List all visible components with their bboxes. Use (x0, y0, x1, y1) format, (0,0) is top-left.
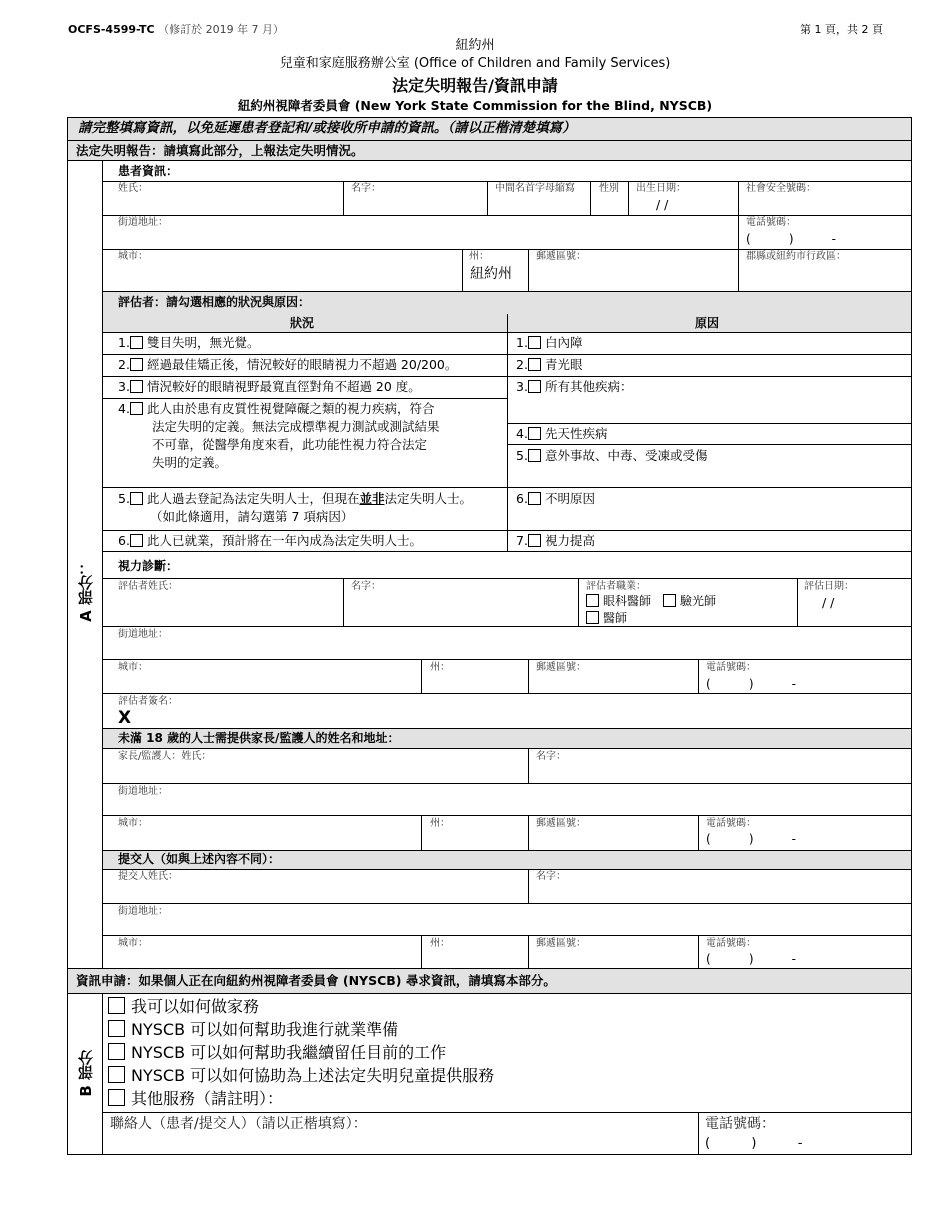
fill-notice: 請完整填寫資訊，以免延遲患者登記和/或接收所申請的資訊。（請以正楷清楚填寫） (78, 120, 576, 136)
section-b-header: 資訊申請：如果個人正在向紐約州視障者委員會 (NYSCB) 尋求資訊，請填寫本部分。 (76, 973, 556, 988)
cause-2[interactable]: 2. 青光眼 (516, 357, 583, 372)
ophthalmologist-checkbox[interactable] (586, 594, 599, 607)
cause-6-checkbox[interactable] (528, 492, 541, 505)
patient-first-name-label: 名字： (351, 183, 381, 194)
condition-5[interactable]: 5. 此人過去登記為法定失明人士，但現在並非法定失明人士。 (118, 491, 472, 506)
patient-sex-label: 性別 (599, 183, 619, 194)
guardian-state-label: 州： (430, 818, 450, 829)
submitter-zip-label: 郵遞區號： (536, 938, 586, 949)
condition-3-checkbox[interactable] (130, 380, 143, 393)
contact-phone-label: 電話號碼： (705, 1116, 775, 1132)
evaluator-heading: 評估者：請勾選相應的狀況與原因： (118, 295, 311, 309)
agency-name: 兒童和家庭服務辦公室 (Office of Children and Family Services) (279, 56, 671, 71)
cause-1[interactable]: 1. 白內障 (516, 335, 583, 350)
condition-2[interactable]: 2. 經過最佳矯正後，情況較好的眼睛視力不超過 20/200。 (118, 357, 458, 372)
diagnosis-heading: 視力診斷： (118, 559, 179, 573)
occupation-physician[interactable]: 醫師 (586, 611, 627, 626)
submitter-heading: 提交人（如與上述內容不同）： (118, 852, 281, 866)
submitter-first-name-label: 名字： (536, 871, 566, 882)
cause-3-checkbox[interactable] (528, 380, 541, 393)
condition-5-line2: （如此條適用，請勾選第 7 項病因） (150, 509, 354, 524)
condition-1[interactable]: 1. 雙目失明，無光覺。 (118, 335, 260, 350)
occupation-ophthalmologist[interactable]: 眼科醫師 (586, 594, 651, 609)
option-housework[interactable]: 我可以如何做家務 (108, 997, 259, 1017)
cause-6[interactable]: 6. 不明原因 (516, 491, 595, 506)
evaluator-occupation-label: 評估者職業： (586, 581, 646, 592)
evaluator-last-name-label: 評估者姓氏： (118, 581, 178, 592)
option-employment-prep-checkbox[interactable] (108, 1020, 125, 1037)
condition-5-checkbox[interactable] (130, 492, 143, 505)
submitter-last-name-label: 提交人姓氏： (118, 871, 178, 882)
form-id: OCFS-4599-TC （修訂於 2019 年 7 月） (68, 23, 285, 36)
contact-label: 聯絡人（患者/提交人）（請以正楷填寫）： (110, 1116, 367, 1132)
patient-phone-label: 電話號碼： (746, 217, 796, 228)
patient-zip-label: 郵遞區號： (536, 251, 586, 262)
guardian-last-name-label: 家長/監護人：姓氏： (118, 751, 212, 762)
cause-header: 原因 (695, 316, 720, 330)
commission-name: 紐約州視障者委員會 (New York State Commission for the Blind, NYSCB) (237, 98, 713, 113)
guardian-first-name-label: 名字： (536, 751, 566, 762)
submitter-state-label: 州： (430, 938, 450, 949)
optometrist-checkbox[interactable] (663, 594, 676, 607)
guardian-phone-format: ( ) - (706, 832, 796, 846)
condition-6[interactable]: 6. 此人已就業，預計將在一年內成為法定失明人士。 (118, 533, 422, 548)
condition-4-checkbox[interactable] (130, 402, 143, 415)
submitter-street-label: 街道地址： (118, 906, 168, 917)
cause-1-checkbox[interactable] (528, 336, 541, 349)
cause-3[interactable]: 3. 所有其他疾病： (516, 379, 633, 394)
guardian-city-label: 城市： (118, 818, 148, 829)
option-child-services-checkbox[interactable] (108, 1066, 125, 1083)
condition-4-line2: 法定失明的定義。無法完成標準視力測試或測試結果 (152, 419, 440, 434)
patient-phone-format: ( ) - (746, 232, 836, 246)
evaluator-signature-label: 評估者簽名： (118, 696, 178, 707)
option-child-services[interactable]: NYSCB 可以如何協助為上述法定失明兒童提供服務 (108, 1066, 494, 1086)
evaluator-first-name-label: 名字： (351, 581, 381, 592)
condition-6-checkbox[interactable] (130, 534, 143, 547)
page-indicator: 第 1 頁，共 2 頁 (800, 23, 883, 36)
evaluator-state-label: 州： (430, 662, 450, 673)
patient-middle-initial-label: 中間名首字母縮寫 (495, 183, 575, 194)
option-other-services[interactable]: 其他服務（請註明）： (108, 1089, 283, 1109)
contact-input[interactable] (103, 1113, 697, 1154)
cause-5[interactable]: 5. 意外事故、中毒、受凍或受傷 (516, 448, 708, 463)
evaluator-zip-label: 郵遞區號： (536, 662, 586, 673)
condition-header: 狀況 (290, 316, 315, 330)
condition-3[interactable]: 3. 情況較好的眼睛視野最寬直徑對角不超過 20 度。 (118, 379, 421, 394)
guardian-phone-label: 電話號碼： (706, 818, 756, 829)
patient-state-label: 州： (469, 251, 489, 262)
eval-date-slashes: / / (822, 595, 835, 610)
evaluator-city-label: 城市： (118, 662, 148, 673)
option-job-retention[interactable]: NYSCB 可以如何幫助我繼續留任目前的工作 (108, 1043, 446, 1063)
patient-state-value: 紐約州 (470, 266, 512, 282)
submitter-phone-label: 電話號碼： (706, 938, 756, 949)
patient-name-fields[interactable] (103, 182, 911, 215)
option-housework-checkbox[interactable] (108, 997, 125, 1014)
contact-phone-format: ( ) - (705, 1136, 803, 1151)
section-a-header: 法定失明報告：請填寫此部分，上報法定失明情況。 (76, 143, 364, 158)
section-a-label: A 部分： (77, 560, 95, 622)
cause-7[interactable]: 7. 視力提高 (516, 533, 595, 548)
guardian-heading: 未滿 18 歲的人士需提供家長/監護人的姓名和地址： (118, 731, 400, 745)
condition-4[interactable]: 4. 此人由於患有皮質性視覺障礙之類的視力疾病，符合 (118, 401, 435, 416)
submitter-city-label: 城市： (118, 938, 148, 949)
guardian-street-label: 街道地址： (118, 786, 168, 797)
cause-5-checkbox[interactable] (528, 449, 541, 462)
option-employment-prep[interactable]: NYSCB 可以如何幫助我進行就業準備 (108, 1020, 398, 1040)
option-job-retention-checkbox[interactable] (108, 1043, 125, 1060)
patient-street-label: 街道地址： (118, 217, 168, 228)
guardian-zip-label: 郵遞區號： (536, 818, 586, 829)
condition-2-checkbox[interactable] (130, 358, 143, 371)
cause-2-checkbox[interactable] (528, 358, 541, 371)
patient-dob-slashes: / / (656, 197, 669, 212)
condition-4-line3: 不可靠，從醫學角度來看，此功能性視力符合法定 (152, 437, 428, 452)
patient-county-label: 郡縣或紐約市行政區： (746, 251, 846, 262)
cause-4-checkbox[interactable] (528, 427, 541, 440)
signature-x: X (118, 708, 132, 728)
patient-city-label: 城市： (118, 251, 148, 262)
contact-phone-input[interactable] (699, 1113, 911, 1154)
physician-checkbox[interactable] (586, 611, 599, 624)
patient-heading: 患者資訊： (118, 164, 179, 178)
page-title: 法定失明報告/資訊申請 (392, 76, 558, 95)
submitter-phone-format: ( ) - (706, 952, 796, 966)
option-other-services-checkbox[interactable] (108, 1089, 125, 1106)
state-name: 紐約州 (455, 38, 495, 53)
patient-ssn-label: 社會安全號碼： (746, 183, 816, 194)
evaluator-phone-format: ( ) - (706, 677, 796, 691)
cause-4[interactable]: 4. 先天性疾病 (516, 426, 608, 441)
section-b-label: B 部分 (77, 1050, 95, 1097)
eval-date-label: 評估日期： (804, 581, 854, 592)
condition-4-line4: 失明的定義。 (152, 455, 228, 470)
condition-1-checkbox[interactable] (130, 336, 143, 349)
cause-7-checkbox[interactable] (528, 534, 541, 547)
evaluator-street-label: 街道地址： (118, 629, 168, 640)
evaluator-phone-label: 電話號碼： (706, 662, 756, 673)
patient-last-name-label: 姓氏： (118, 183, 148, 194)
occupation-optometrist[interactable]: 驗光師 (663, 594, 716, 609)
patient-dob-label: 出生日期： (636, 183, 686, 194)
